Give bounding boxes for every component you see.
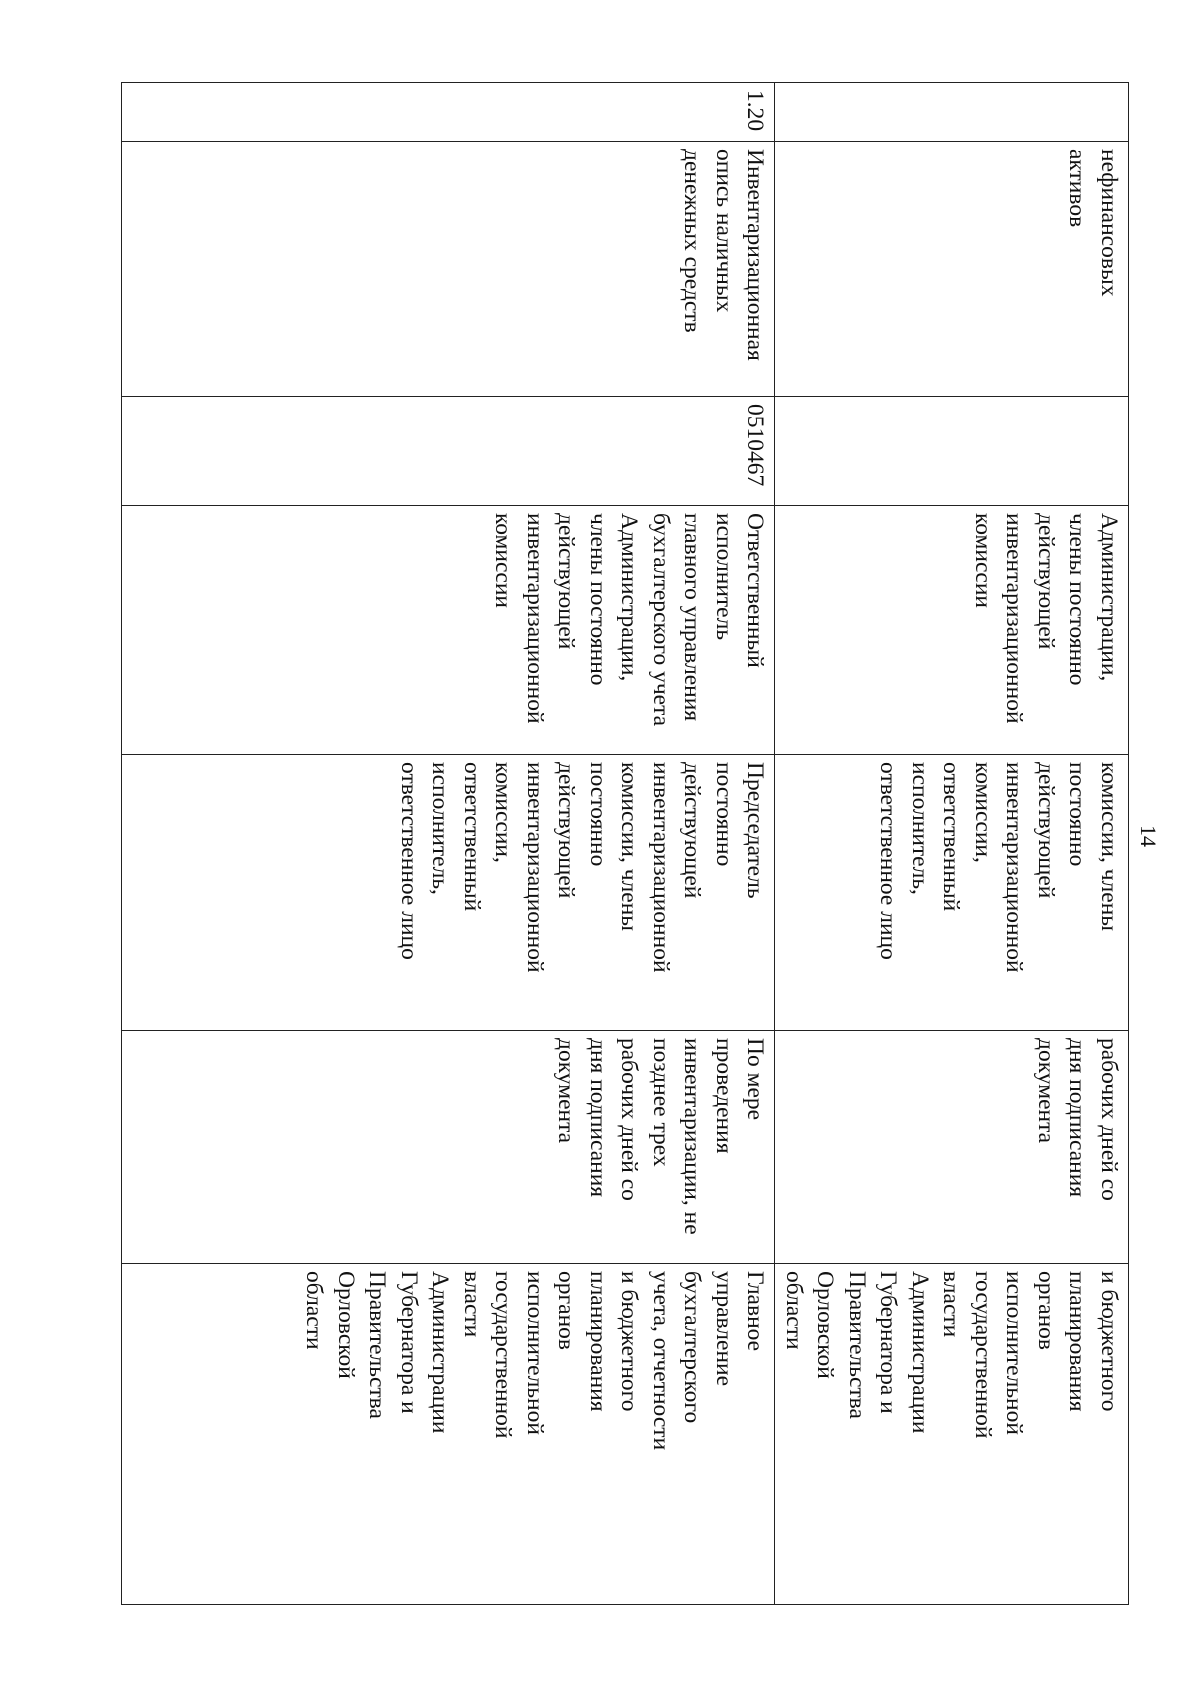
document-flow-table: [121, 82, 1129, 1605]
cell-recipient: Главное управление бухгалтерского учета, отчетности и бюджетного планирования органов исполнительной государственной власти Администрации Губернатора и Правительства Орловской области: [122, 1264, 776, 1605]
cell-recipient: и бюджетного планирования органов исполнительной государственной власти Администрации Губернатора и Правительства Орловской области: [775, 1264, 1129, 1605]
cell-document-name: нефинансовых активов: [775, 142, 1129, 397]
cell-document-name: Инвентаризационная опись наличных денежных средств: [122, 142, 776, 397]
cell-deadline: По мере проведения инвентаризации, не позднее трех рабочих дней со дня подписания документа: [122, 1031, 776, 1264]
rotated-table-frame: [121, 82, 1129, 1604]
page-number: 14: [1136, 825, 1161, 847]
cell-compiled-by: Ответственный исполнитель главного управления бухгалтерского учета Администрации, члены постоянно действующей инвентаризационной комиссии: [122, 506, 776, 755]
cell-number: [775, 83, 1129, 142]
table-row: [122, 83, 776, 1605]
cell-signed-by: Председатель постоянно действующей инвентаризационной комиссии, члены постоянно действующей инвентаризационной комиссии, ответственный исполнитель, ответственное лицо: [122, 755, 776, 1031]
cell-signed-by: комиссии, члены постоянно действующей инвентаризационной комиссии, ответственный исполнитель, ответственное лицо: [775, 755, 1129, 1031]
document-table-container: [121, 82, 1129, 1604]
cell-number: 1.20: [122, 83, 776, 142]
cell-deadline: рабочих дней со дня подписания документа: [775, 1031, 1129, 1264]
cell-form-code: [775, 397, 1129, 506]
cell-compiled-by: Администрации, члены постоянно действующей инвентаризационной комиссии: [775, 506, 1129, 755]
table-row-continued: [775, 83, 1129, 1605]
cell-form-code: 0510467: [122, 397, 776, 506]
